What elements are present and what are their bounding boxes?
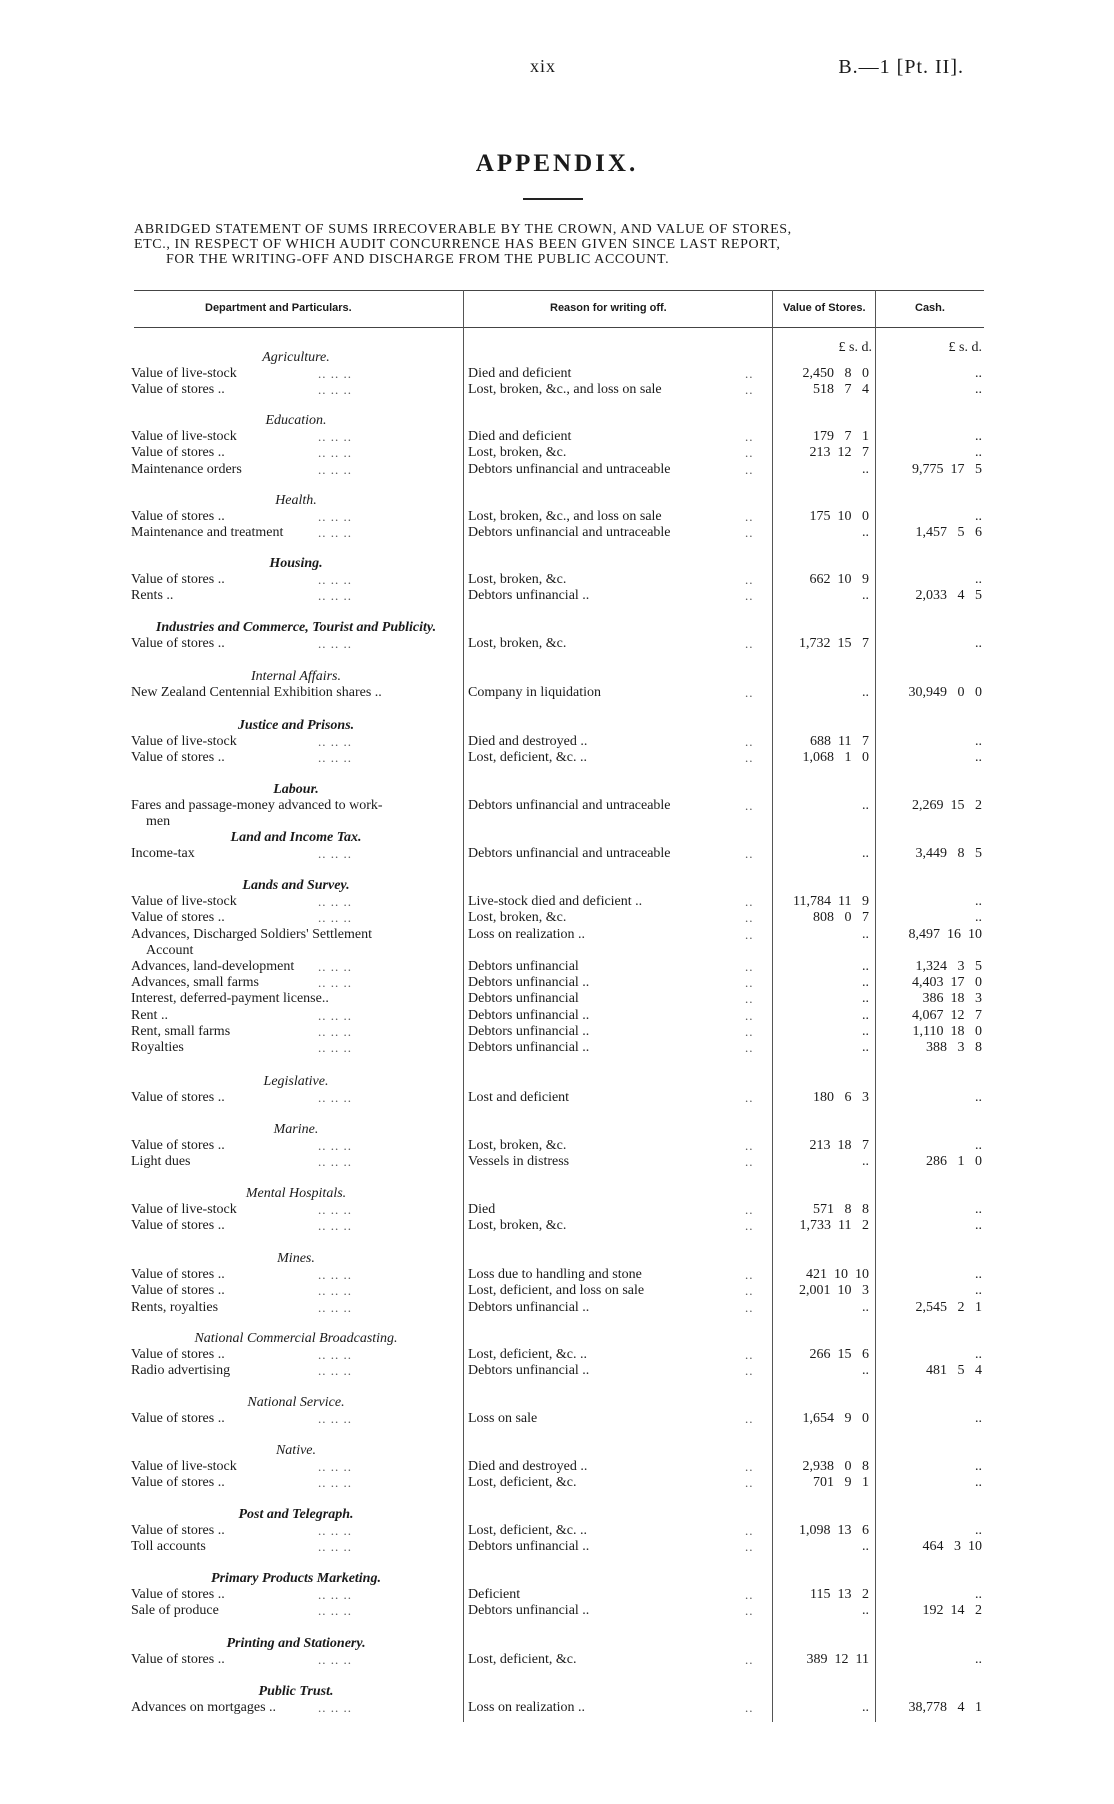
cash-value: .. (975, 750, 982, 766)
leader-dots: .. (745, 798, 754, 814)
subtitle-line: ABRIDGED STATEMENT OF SUMS IRRECOVERABLE BY THE CROWN, AND VALUE OF STORES, (134, 222, 792, 237)
section-heading: Justice and Prisons. (237, 718, 355, 733)
cash-value: 481 5 4 (926, 1363, 982, 1379)
cash-value: 464 3 10 (922, 1539, 982, 1555)
cash-value: 8,497 16 10 (908, 926, 982, 942)
leader-dots: .. (745, 1267, 754, 1283)
stores-value: 662 10 9 (809, 572, 869, 588)
cash-value: .. (975, 572, 982, 588)
row-reason: Lost, deficient, &c. .. (468, 1523, 587, 1539)
cash-value: .. (975, 1283, 982, 1299)
subtitle-line: ETC., IN RESPECT OF WHICH AUDIT CONCURRENCE HAS BEEN GIVEN SINCE LAST REPORT, (134, 237, 781, 252)
row-particular: Value of stores .. (131, 1587, 225, 1603)
row-particular: Advances on mortgages .. (131, 1700, 277, 1716)
stores-value: .. (862, 1154, 869, 1170)
page-title: APPENDIX. (475, 150, 639, 177)
leader-dots: .. (745, 1523, 754, 1539)
leader-dots: .. .. .. (318, 846, 352, 862)
leader-dots: .. (745, 382, 754, 398)
stores-value: .. (862, 846, 869, 862)
row-reason: Lost, broken, &c. (468, 445, 567, 461)
leader-dots: .. (745, 1652, 754, 1668)
row-particular: Value of live-stock (131, 734, 237, 750)
leader-dots: .. (745, 1459, 754, 1475)
row-reason: Lost, broken, &c. (468, 1138, 567, 1154)
leader-dots: .. (745, 959, 754, 974)
stores-value: 1,068 1 0 (802, 750, 869, 766)
stores-value: 688 11 7 (810, 734, 869, 750)
row-particular: Value of stores .. (131, 1523, 225, 1539)
stores-value: 11,784 11 9 (793, 894, 869, 910)
leader-dots: .. .. .. (318, 1202, 352, 1218)
section-heading: Lands and Survey. (242, 878, 350, 893)
stores-value: 2,001 10 3 (799, 1283, 869, 1299)
row-reason: Lost, broken, &c. (468, 1218, 567, 1234)
leader-dots: .. .. .. (318, 1218, 352, 1234)
row-reason: Debtors unfinancial .. (468, 1603, 590, 1619)
row-particular: Value of stores .. (131, 572, 225, 588)
row-reason: Lost, broken, &c., and loss on sale (468, 509, 662, 525)
stores-value: .. (862, 1040, 869, 1055)
row-particular: Fares and passage-money advanced to work- (131, 798, 383, 814)
stores-value: 180 6 3 (813, 1090, 869, 1106)
leader-dots: .. (745, 1700, 754, 1716)
cash-value: 38,778 4 1 (908, 1700, 982, 1716)
cash-value: 4,067 12 7 (912, 1007, 982, 1023)
stores-value: .. (862, 959, 869, 974)
row-reason: Debtors unfinancial and untraceable (468, 798, 671, 814)
cash-value: .. (975, 1090, 982, 1106)
cash-value: 9,775 17 5 (912, 461, 982, 477)
leader-dots: .. .. .. (318, 910, 352, 926)
leader-dots: .. (745, 1040, 754, 1055)
leader-dots: .. .. .. (318, 750, 352, 766)
cash-value: .. (975, 636, 982, 652)
row-reason: Debtors unfinancial and untraceable (468, 525, 671, 541)
leader-dots: .. .. .. (318, 1023, 352, 1039)
leader-dots: .. .. .. (318, 1154, 352, 1170)
leader-dots: .. (745, 366, 754, 382)
cash-value: 1,110 18 0 (912, 1023, 982, 1039)
leader-dots: .. .. .. (318, 734, 352, 750)
leader-dots: .. .. .. (318, 525, 352, 541)
stores-value: .. (862, 525, 869, 541)
leader-dots: .. (745, 588, 754, 604)
row-particular: Value of stores .. (131, 1411, 225, 1427)
stores-value: 701 9 1 (813, 1475, 869, 1491)
leader-dots: .. (745, 750, 754, 766)
row-particular: Value of live-stock (131, 429, 237, 445)
stores-value: .. (862, 1603, 869, 1619)
stores-value: .. (862, 1539, 869, 1555)
leader-dots: .. .. .. (318, 1283, 352, 1299)
leader-dots: .. .. .. (318, 1299, 352, 1315)
leader-dots: .. (745, 525, 754, 541)
leader-dots: .. .. .. (318, 1040, 352, 1055)
row-reason: Debtors unfinancial .. (468, 1299, 590, 1315)
column-header-cash: Cash. (915, 302, 945, 314)
cash-unit-label: £ s. d. (948, 340, 982, 355)
section-heading: Labour. (273, 782, 319, 797)
cash-value: 30,949 0 0 (908, 685, 982, 701)
stores-value: 571 8 8 (813, 1202, 869, 1218)
stores-value: .. (862, 461, 869, 477)
row-reason: Lost and deficient (468, 1090, 570, 1106)
cash-value: .. (975, 1523, 982, 1539)
row-particular: Rent .. (131, 1007, 168, 1023)
row-particular: Maintenance and treatment (131, 525, 284, 541)
row-particular: Value of stores .. (131, 1347, 225, 1363)
leader-dots: .. (745, 1603, 754, 1619)
stores-value: .. (862, 991, 869, 1007)
cash-value: 1,324 3 5 (915, 959, 982, 974)
row-reason: Debtors unfinancial .. (468, 1040, 590, 1055)
leader-dots: .. (745, 1539, 754, 1555)
row-particular: Value of stores .. (131, 1218, 225, 1234)
row-reason: Debtors unfinancial (468, 959, 579, 974)
row-particular: Royalties (131, 1040, 184, 1055)
leader-dots: .. .. .. (318, 1459, 352, 1475)
row-reason: Company in liquidation (468, 685, 601, 701)
row-particular: Advances, small farms (131, 975, 259, 991)
leader-dots: .. (745, 1587, 754, 1603)
table-subtitle (134, 222, 984, 267)
stores-value: .. (862, 1363, 869, 1379)
leader-dots: .. .. .. (318, 1267, 352, 1283)
row-particular: Value of stores .. (131, 445, 225, 461)
row-particular: Value of stores .. (131, 1090, 225, 1106)
row-reason: Died (468, 1202, 496, 1218)
cash-value: .. (975, 1202, 982, 1218)
leader-dots: .. .. .. (318, 1475, 352, 1491)
row-particular: Value of stores .. (131, 509, 225, 525)
section-heading: Post and Telegraph. (238, 1507, 354, 1522)
section-heading: Education. (265, 413, 327, 428)
row-particular: Value of stores .. (131, 1283, 225, 1299)
leader-dots: .. (745, 1007, 754, 1023)
row-particular: Value of stores .. (131, 382, 225, 398)
cash-value: .. (975, 366, 982, 382)
leader-dots: .. (745, 975, 754, 991)
row-particular: Rent, small farms (131, 1023, 231, 1039)
row-reason: Loss on sale (468, 1411, 538, 1427)
leader-dots: .. .. .. (318, 1363, 352, 1379)
stores-value: 1,733 11 2 (799, 1218, 869, 1234)
row-reason: Lost, deficient, &c. .. (468, 1347, 587, 1363)
cash-value: 2,033 4 5 (915, 588, 982, 604)
cash-value: .. (975, 894, 982, 910)
row-particular-continued: men (146, 814, 171, 830)
row-particular: Maintenance orders (131, 461, 242, 477)
cash-value: 2,269 15 2 (912, 798, 982, 814)
row-particular: Rents, royalties (131, 1299, 219, 1315)
leader-dots: .. (745, 1347, 754, 1363)
row-reason: Lost, broken, &c. (468, 910, 567, 926)
row-reason: Died and destroyed .. (468, 1459, 588, 1475)
stores-value: 2,938 0 8 (802, 1459, 869, 1475)
cash-value: .. (975, 1138, 982, 1154)
row-reason: Loss due to handling and stone (468, 1267, 642, 1283)
section-heading: Printing and Stationery. (226, 1636, 366, 1651)
row-particular: Income-tax (131, 846, 195, 862)
section-heading: Agriculture. (262, 350, 330, 365)
row-reason: Lost, deficient, and loss on sale (468, 1283, 645, 1299)
leader-dots: .. .. .. (318, 1539, 352, 1555)
leader-dots: .. (745, 926, 754, 942)
cash-value: .. (975, 734, 982, 750)
row-reason: Lost, broken, &c. (468, 572, 567, 588)
stores-value: .. (862, 1299, 869, 1315)
row-reason: Debtors unfinancial (468, 991, 579, 1007)
leader-dots: .. (745, 572, 754, 588)
column-header-stores: Value of Stores. (783, 302, 866, 314)
cash-value: .. (975, 1459, 982, 1475)
section-heading: Land and Income Tax. (230, 830, 362, 845)
row-particular: Value of stores .. (131, 1652, 225, 1668)
row-reason: Vessels in distress (468, 1154, 570, 1170)
leader-dots: .. (745, 894, 754, 910)
stores-value: .. (862, 685, 869, 701)
row-reason: Died and deficient (468, 366, 572, 382)
leader-dots: .. .. .. (318, 1523, 352, 1539)
leader-dots: .. (745, 1299, 754, 1315)
row-reason: Live-stock died and deficient .. (468, 894, 643, 910)
cash-value: .. (975, 445, 982, 461)
stores-value: .. (862, 975, 869, 991)
section-heading: Public Trust. (258, 1684, 334, 1699)
stores-value: 808 0 7 (813, 910, 869, 926)
leader-dots: .. .. .. (318, 975, 352, 991)
leader-dots: .. (745, 1023, 754, 1039)
section-heading: National Service. (247, 1395, 345, 1410)
leader-dots: .. .. .. (318, 1347, 352, 1363)
leader-dots: .. (745, 509, 754, 525)
leader-dots: .. (745, 1283, 754, 1299)
section-heading: Health. (275, 493, 317, 508)
stores-value: .. (862, 1700, 869, 1716)
row-particular: Value of stores .. (131, 1267, 225, 1283)
leader-dots: .. .. .. (318, 1411, 352, 1427)
row-reason: Lost, deficient, &c. .. (468, 750, 587, 766)
cash-value: 4,403 17 0 (912, 975, 982, 991)
leader-dots: .. (745, 1475, 754, 1491)
leader-dots: .. .. .. (318, 1700, 352, 1716)
leader-dots: .. .. .. (318, 572, 352, 588)
section-heading: Mental Hospitals. (245, 1186, 347, 1201)
cash-value: .. (975, 1267, 982, 1283)
stores-value: 175 10 0 (809, 509, 869, 525)
stores-value: .. (862, 1023, 869, 1039)
leader-dots: .. (745, 1090, 754, 1106)
cash-value: 1,457 5 6 (915, 525, 982, 541)
row-reason: Lost, deficient, &c. (468, 1475, 577, 1491)
leader-dots: .. (745, 846, 754, 862)
document-reference: B.—1 [Pt. II]. (838, 56, 964, 78)
cash-value: .. (975, 509, 982, 525)
leader-dots: .. .. .. (318, 366, 352, 382)
cash-value: .. (975, 429, 982, 445)
row-particular: Light dues (131, 1154, 191, 1170)
leader-dots: .. .. .. (318, 1587, 352, 1603)
row-reason: Lost, broken, &c. (468, 636, 567, 652)
column-header-reason: Reason for writing off. (550, 302, 667, 314)
stores-value: 1,098 13 6 (799, 1523, 869, 1539)
leader-dots: .. .. .. (318, 1138, 352, 1154)
row-particular: Rents .. (131, 588, 174, 604)
leader-dots: .. (745, 991, 754, 1007)
stores-value: .. (862, 926, 869, 942)
stores-value: .. (862, 1007, 869, 1023)
row-particular: Toll accounts (131, 1539, 206, 1555)
row-reason: Deficient (468, 1587, 521, 1603)
leader-dots: .. (745, 734, 754, 750)
row-particular: Value of live-stock (131, 1202, 237, 1218)
stores-value: 2,450 8 0 (802, 366, 869, 382)
subtitle-line: FOR THE WRITING-OFF AND DISCHARGE FROM THE PUBLIC ACCOUNT. (166, 252, 670, 267)
stores-value: 421 10 10 (806, 1267, 869, 1283)
leader-dots: .. (745, 1154, 754, 1170)
row-particular: Value of live-stock (131, 366, 237, 382)
section-heading: Internal Affairs. (251, 669, 341, 684)
row-particular: Value of stores .. (131, 1138, 225, 1154)
section-heading: Housing. (269, 556, 323, 571)
cash-value: 2,545 2 1 (915, 1299, 982, 1315)
leader-dots: .. .. .. (318, 894, 352, 910)
cash-value: .. (975, 1652, 982, 1668)
row-particular: Sale of produce (131, 1603, 219, 1619)
leader-dots: .. (745, 1363, 754, 1379)
cash-value: .. (975, 1218, 982, 1234)
row-particular-continued: Account (146, 942, 194, 958)
leader-dots: .. .. .. (318, 588, 352, 604)
row-reason: Debtors unfinancial and untraceable (468, 461, 671, 477)
section-heading: Mines. (277, 1251, 315, 1266)
row-reason: Died and deficient (468, 429, 572, 445)
cash-value: 386 18 3 (922, 991, 982, 1007)
section-heading: National Commercial Broadcasting. (194, 1331, 398, 1346)
section-heading: Marine. (273, 1122, 319, 1137)
leader-dots: .. (745, 445, 754, 461)
stores-value: 518 7 4 (813, 382, 869, 398)
row-particular: Value of live-stock (131, 1459, 237, 1475)
stores-value: 213 12 7 (809, 445, 869, 461)
row-reason: Debtors unfinancial .. (468, 1023, 590, 1039)
stores-value: .. (862, 798, 869, 814)
row-particular: Value of stores .. (131, 910, 225, 926)
cash-value: .. (975, 1347, 982, 1363)
cash-value: 192 14 2 (922, 1603, 982, 1619)
leader-dots: .. .. .. (318, 461, 352, 477)
leader-dots: .. .. .. (318, 382, 352, 398)
row-particular: Interest, deferred-payment license.. (131, 991, 329, 1007)
row-reason: Debtors unfinancial .. (468, 975, 590, 991)
row-reason: Debtors unfinancial .. (468, 1007, 590, 1023)
stores-value: .. (862, 588, 869, 604)
row-reason: Loss on realization .. (468, 926, 586, 942)
leader-dots: .. .. .. (318, 1007, 352, 1023)
stores-value: 389 12 11 (806, 1652, 869, 1668)
row-particular: Value of stores .. (131, 636, 225, 652)
row-reason: Debtors unfinancial and untraceable (468, 846, 671, 862)
leader-dots: .. (745, 1138, 754, 1154)
leader-dots: .. (745, 910, 754, 926)
row-particular: Advances, Discharged Soldiers' Settlement (131, 926, 372, 942)
leader-dots: .. (745, 1411, 754, 1427)
stores-value: 1,654 9 0 (802, 1411, 869, 1427)
cash-value: .. (975, 1587, 982, 1603)
section-heading: Primary Products Marketing. (211, 1571, 381, 1586)
table-top-rule (134, 290, 984, 291)
row-particular: Value of stores .. (131, 750, 225, 766)
row-reason: Loss on realization .. (468, 1700, 586, 1716)
section-heading: Legislative. (263, 1074, 329, 1089)
leader-dots: .. .. .. (318, 1652, 352, 1668)
cash-value: 286 1 0 (926, 1154, 982, 1170)
stores-unit-label: £ s. d. (838, 340, 872, 355)
leader-dots: .. (745, 429, 754, 445)
column-divider (463, 290, 464, 1722)
stores-value: 266 15 6 (809, 1347, 869, 1363)
row-particular: Value of live-stock (131, 894, 237, 910)
page-number: xix (530, 56, 557, 76)
title-underline (523, 198, 583, 200)
cash-value: .. (975, 910, 982, 926)
row-particular: Advances, land-development (131, 959, 295, 974)
leader-dots: .. (745, 461, 754, 477)
column-divider (772, 290, 773, 1722)
cash-value: .. (975, 382, 982, 398)
row-reason: Lost, broken, &c., and loss on sale (468, 382, 662, 398)
stores-value: 1,732 15 7 (799, 636, 869, 652)
leader-dots: .. .. .. (318, 1603, 352, 1619)
cash-value: .. (975, 1411, 982, 1427)
row-reason: Debtors unfinancial .. (468, 588, 590, 604)
leader-dots: .. .. .. (318, 509, 352, 525)
section-heading: Industries and Commerce, Tourist and Publicity. (155, 620, 437, 635)
cash-value: .. (975, 1475, 982, 1491)
section-heading: Native. (275, 1443, 317, 1458)
row-reason: Debtors unfinancial .. (468, 1539, 590, 1555)
stores-value: 213 18 7 (809, 1138, 869, 1154)
leader-dots: .. (745, 1202, 754, 1218)
stores-value: 115 13 2 (810, 1587, 869, 1603)
leader-dots: .. (745, 685, 754, 701)
leader-dots: .. .. .. (318, 445, 352, 461)
cash-value: 3,449 8 5 (915, 846, 982, 862)
row-particular: Value of stores .. (131, 1475, 225, 1491)
cash-value: 388 3 8 (926, 1040, 982, 1055)
leader-dots: .. (745, 1218, 754, 1234)
row-particular: New Zealand Centennial Exhibition shares .. (131, 685, 382, 701)
table-header-rule (134, 327, 984, 328)
stores-value: 179 7 1 (813, 429, 869, 445)
row-reason: Debtors unfinancial .. (468, 1363, 590, 1379)
leader-dots: .. .. .. (318, 636, 352, 652)
row-reason: Lost, deficient, &c. (468, 1652, 577, 1668)
leader-dots: .. .. .. (318, 1090, 352, 1106)
column-divider (875, 290, 876, 1722)
leader-dots: .. .. .. (318, 959, 352, 974)
row-reason: Died and destroyed .. (468, 734, 588, 750)
leader-dots: .. (745, 636, 754, 652)
leader-dots: .. .. .. (318, 429, 352, 445)
row-particular: Radio advertising (131, 1363, 231, 1379)
column-header-department: Department and Particulars. (205, 302, 352, 314)
